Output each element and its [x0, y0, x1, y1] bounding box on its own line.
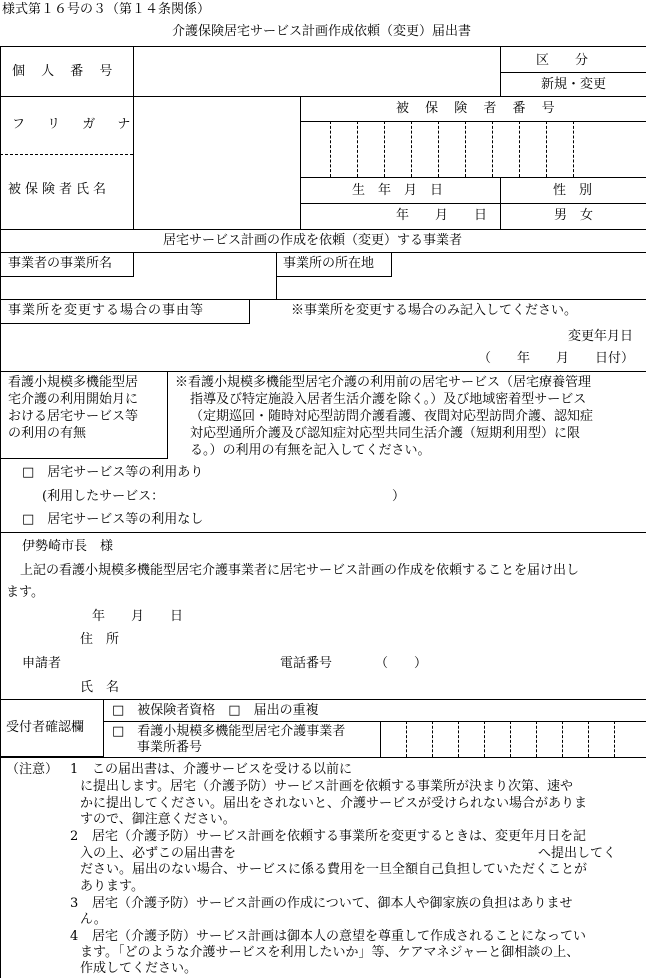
note-1-line-2: に提出します。居宅（介護予防）サービス計画を依頼する事業所が決まり次第、速や: [80, 779, 573, 794]
change-note: ※事業所を変更する場合のみ記入してください。: [291, 303, 578, 318]
kantaki-label-4: の利用の有無: [8, 426, 87, 441]
kantaki-note-2: 指導及び特定施設入居者生活介護を除く。）及び地域密着型サービス: [190, 392, 587, 407]
note-2-line-2: 入の上、必ずこの届出書を: [80, 846, 237, 861]
used-service-close: ）: [392, 489, 406, 504]
note-1-line-3: かに提出してください。届出をされないと、介護サービスが受けられない場合がありま: [80, 796, 588, 811]
note-2-line-4: あります。: [80, 879, 144, 894]
kantaki-note-3: （定期巡回・随時対応型訪問介護看護、夜間対応型訪問介護、認知症: [190, 409, 594, 424]
option-service-not-used[interactable]: □ 居宅サービス等の利用なし: [22, 512, 204, 527]
note-3-line-1: 居宅（介護予防）サービス計画の作成について、御本人や御家族の負担はありませ: [92, 896, 573, 911]
notes-heading: （注意）: [6, 762, 59, 777]
kantaki-note-4: 対応型通所介護及び認知症対応型共同生活介護（短期利用型）に限: [190, 426, 581, 441]
change-date-value[interactable]: （ 年 月 日付）: [478, 351, 635, 366]
reception-check-2[interactable]: □ 看護小規模多機能型居宅介護事業者: [112, 724, 346, 739]
note-2-line-2b: へ提出してく: [538, 846, 617, 861]
furigana-label: フ リ ガ ナ: [12, 117, 140, 132]
applicant-address-label: 住 所: [80, 632, 120, 647]
applicant-label: 申請者: [22, 656, 62, 671]
change-reason-label: 事業所を変更する場合の事由等: [8, 303, 205, 318]
reception-check-1[interactable]: □ 被保険者資格 □ 届出の重複: [112, 703, 319, 718]
note-2-line-3: ださい。届出のない場合、サービスに係る費用を一旦全額自己負担していただくことが: [80, 862, 588, 877]
reception-label: 受付者確認欄: [6, 720, 85, 735]
kojin-bango-field[interactable]: [134, 47, 500, 96]
used-service-field[interactable]: [178, 486, 390, 506]
note-1-num: 1: [70, 762, 79, 777]
note-1-line-1: この届出書は、介護サービスを受ける以前に: [92, 762, 353, 777]
note-3-num: 3: [70, 896, 79, 911]
kantaki-label-2: 宅介護の利用開始月に: [8, 392, 139, 407]
office-number-label: 事業所番号: [137, 740, 203, 755]
note-3-line-2: ん。: [80, 912, 107, 927]
office-address-field[interactable]: [277, 277, 646, 299]
kantaki-label-1: 看護小規模多機能型居: [8, 375, 139, 390]
note-2-num: 2: [70, 829, 79, 844]
kubun-value[interactable]: 新規・変更: [541, 77, 607, 92]
declaration-line-2: ます。: [6, 585, 44, 600]
kantaki-note-1: ※看護小規模多機能型居宅介護の利用前の居宅サービス（居宅療養管理: [175, 375, 592, 390]
applicant-name-label: 氏 名: [80, 680, 120, 695]
phone-label: 電話番号: [280, 656, 333, 671]
office-name-field[interactable]: [1, 277, 276, 299]
note-4-line-2: ます。「どのような介護サービスを利用したいか」等、ケアマネジャーと御相談の上、: [80, 945, 580, 960]
office-address-label: 事業所の所在地: [283, 256, 375, 271]
office-name-label: 事業者の事業所名: [8, 256, 113, 271]
note-2-line-1: 居宅（介護予防）サービス計画を依頼する事業所を変更するときは、変更年月日を記: [92, 829, 587, 844]
kantaki-note-5: る。）の利用の有無を記入してください。: [190, 443, 431, 458]
hihokensha-bango-label: 被 保 険 者 番 号: [396, 101, 561, 116]
hihokensha-shimei-label: 被保険者氏名: [8, 182, 111, 197]
birthdate-label: 生 年 月 日: [352, 183, 444, 198]
gender-label: 性 別: [553, 183, 593, 198]
change-date-label: 変更年月日: [568, 329, 634, 344]
declaration-date[interactable]: 年 月 日: [92, 609, 184, 624]
used-service-label: (利用したサービス：: [42, 489, 165, 504]
declaration-line-1: 上記の看護小規模多機能型居宅介護事業者に居宅サービス計画の作成を依頼することを届け出し: [20, 563, 580, 578]
kojin-bango-label: 個 人 番 号: [12, 64, 119, 79]
birthdate-field[interactable]: 年 月 日: [396, 208, 488, 223]
document-title: 介護保険居宅サービス計画作成依頼（変更）届出書: [172, 24, 472, 39]
note-4-line-1: 居宅（介護予防）サービス計画は御本人の意望を尊重して作成されることになってい: [92, 929, 587, 944]
form-number: 様式第１６号の３（第１４条関係）: [2, 2, 211, 17]
kantaki-label-3: おける居宅サービス等: [8, 409, 139, 424]
option-service-used[interactable]: □ 居宅サービス等の利用あり: [22, 465, 204, 480]
office-section-title: 居宅サービス計画の作成を依頼（変更）する事業者: [163, 233, 463, 248]
phone-field[interactable]: （ ）: [375, 656, 428, 671]
note-4-num: 4: [70, 929, 79, 944]
note-4-line-3: 作成してください。: [80, 961, 198, 976]
note-1-line-4: すので、御注意ください。: [80, 812, 236, 827]
kubun-label: 区 分: [536, 53, 589, 68]
addressee: 伊勢崎市長 様: [22, 539, 114, 554]
gender-options[interactable]: 男 女: [554, 208, 594, 223]
